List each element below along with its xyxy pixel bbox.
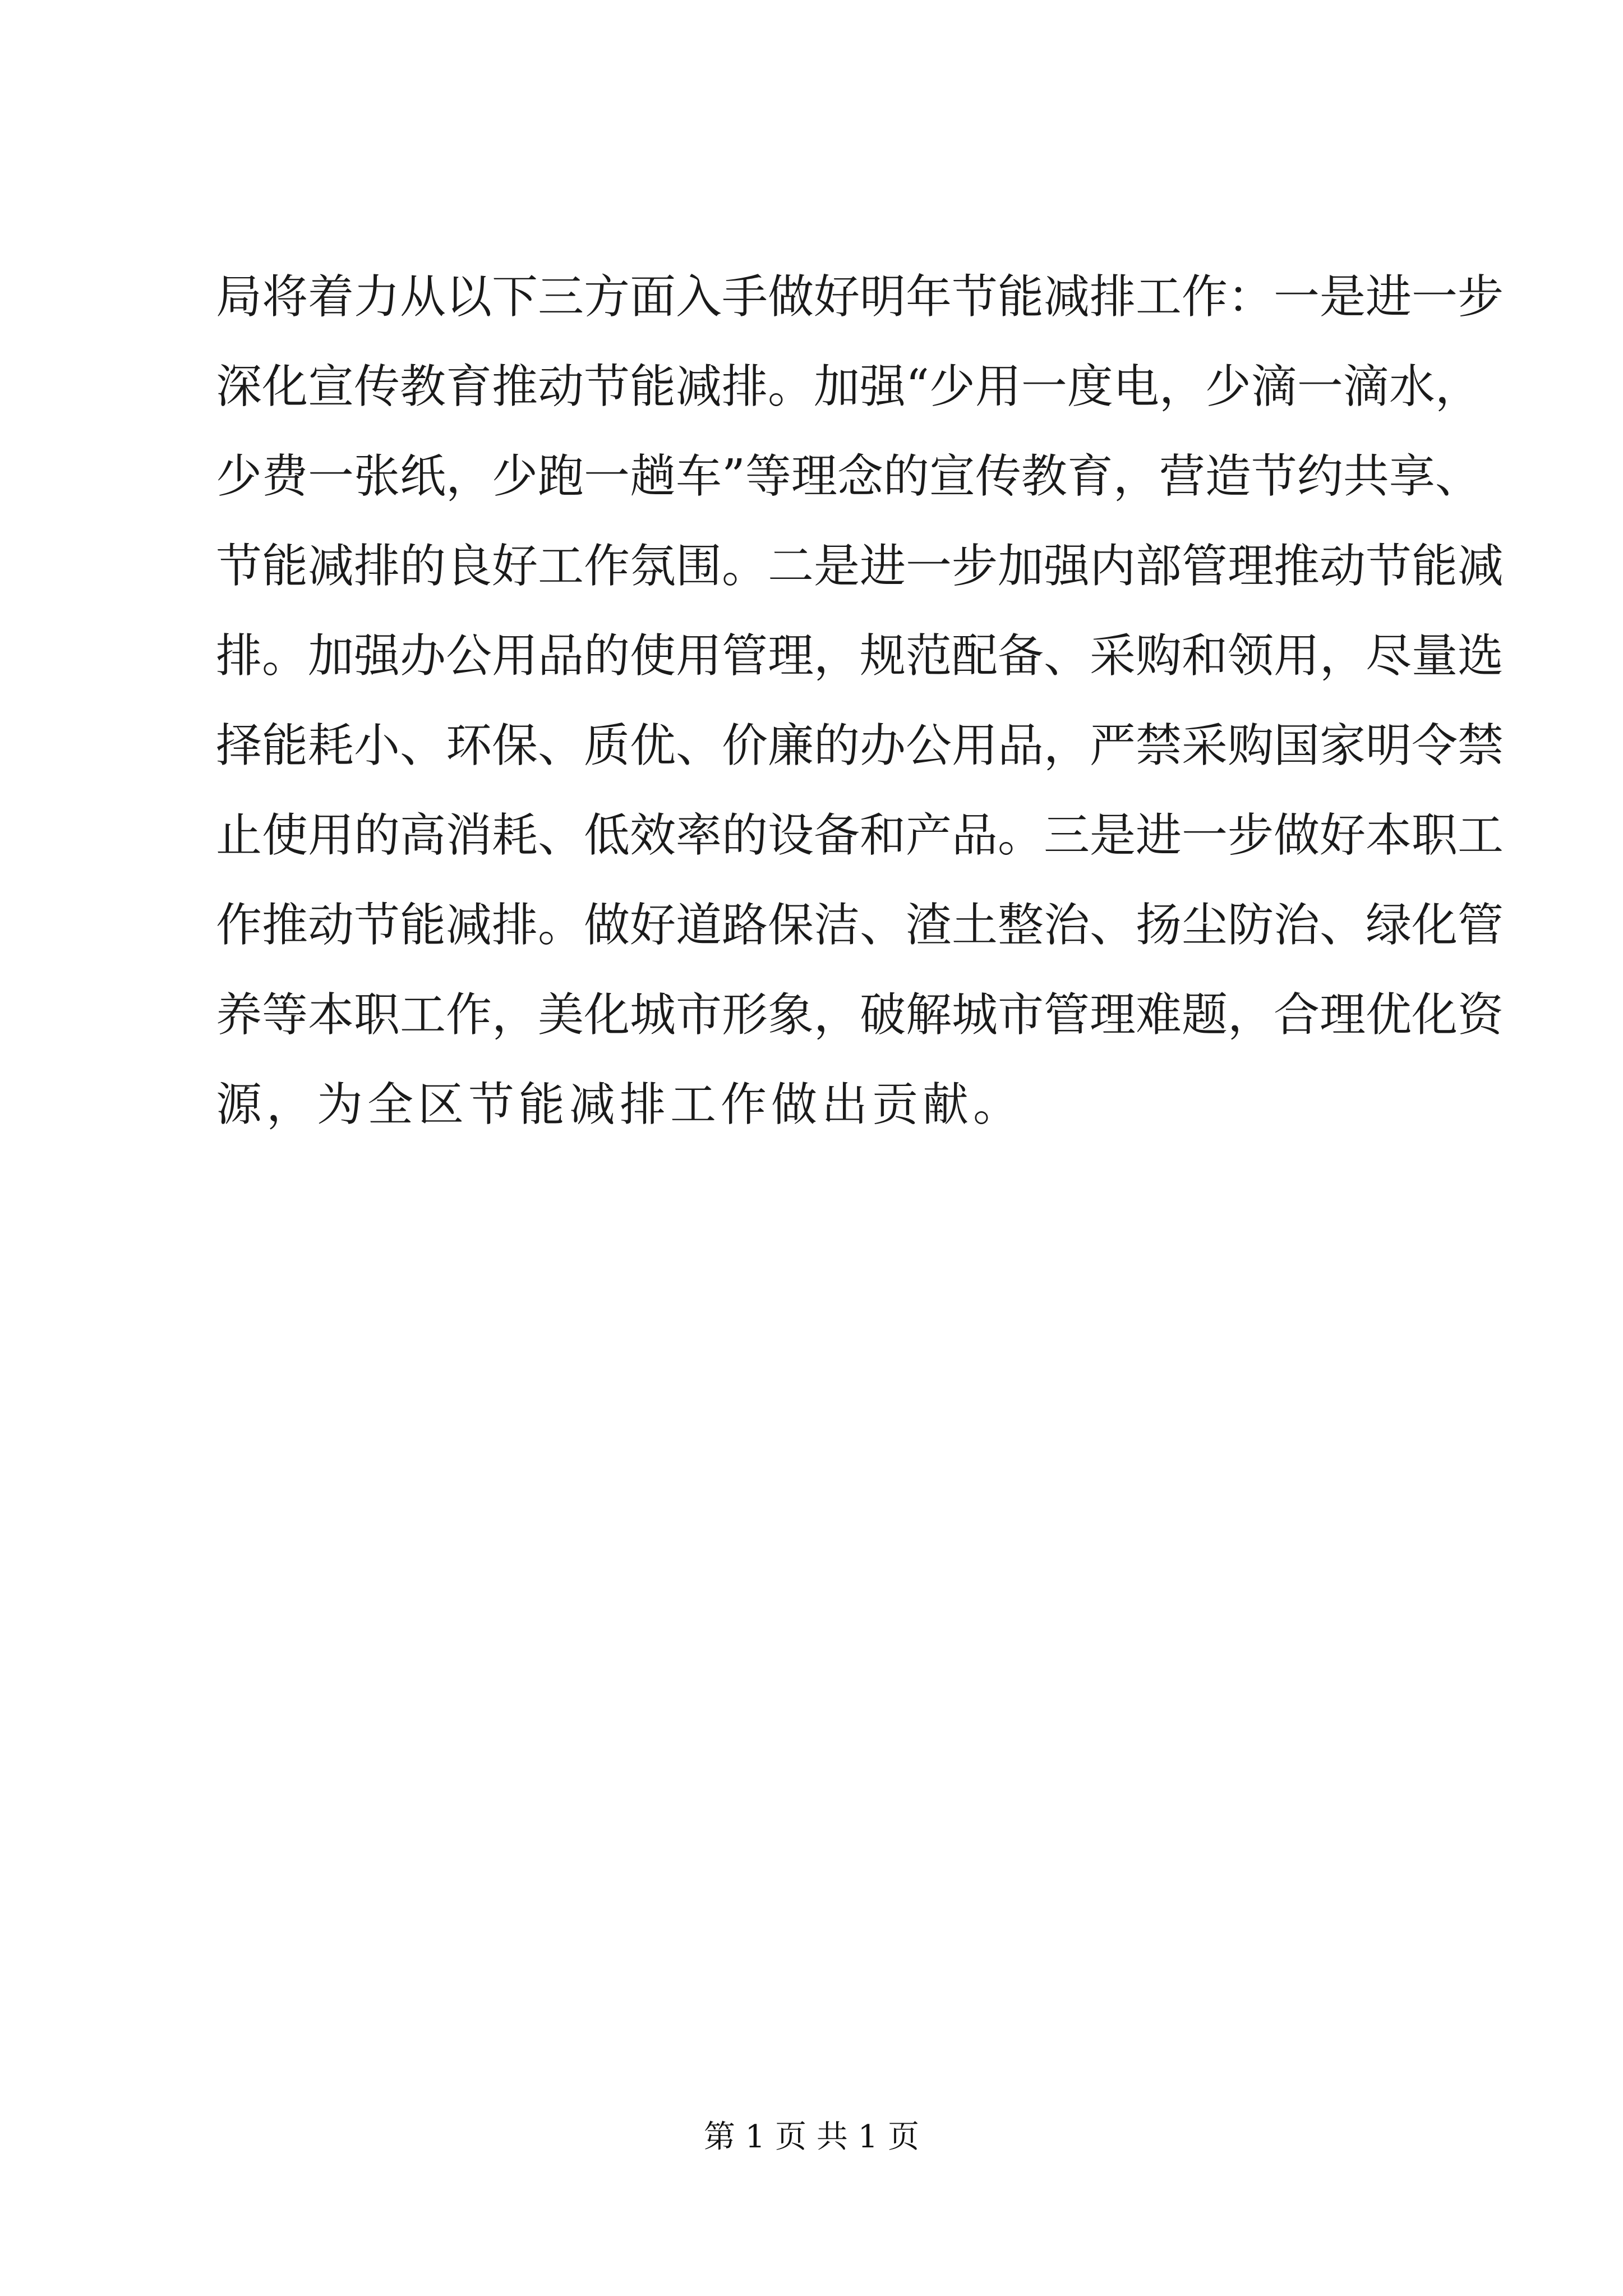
paragraph-line: 少费一张纸，少跑一趟车”等理念的宣传教育，营造节约共享、 <box>216 450 1481 503</box>
paragraph-line: 节能减排的良好工作氛围。二是进一步加强内部管理推动节能减 <box>216 540 1504 593</box>
page-footer <box>0 2115 1623 2160</box>
paragraph-line: 止使用的高消耗、低效率的设备和产品。三是进一步做好本职工 <box>216 809 1504 862</box>
body-paragraph <box>216 252 1504 1150</box>
paragraph-line: 源，为全区节能减排工作做出贡献。 <box>216 1078 1024 1131</box>
paragraph-line: 排。加强办公用品的使用管理，规范配备、采购和领用，尽量选 <box>216 629 1504 683</box>
paragraph-line: 择能耗小、环保、质优、价廉的办公用品，严禁采购国家明令禁 <box>216 719 1504 772</box>
paragraph-line: 养等本职工作，美化城市形象，破解城市管理难题，合理优化资 <box>216 988 1504 1042</box>
paragraph-line: 深化宣传教育推动节能减排。加强“少用一度电，少滴一滴水， <box>216 360 1481 413</box>
page-number-label: 第 1 页 共 1 页 <box>703 2119 920 2155</box>
paragraph-line: 局将着力从以下三方面入手做好明年节能减排工作：一是进一步 <box>216 270 1504 324</box>
paragraph-line: 作推动节能减排。做好道路保洁、渣土整治、扬尘防治、绿化管 <box>216 899 1504 952</box>
